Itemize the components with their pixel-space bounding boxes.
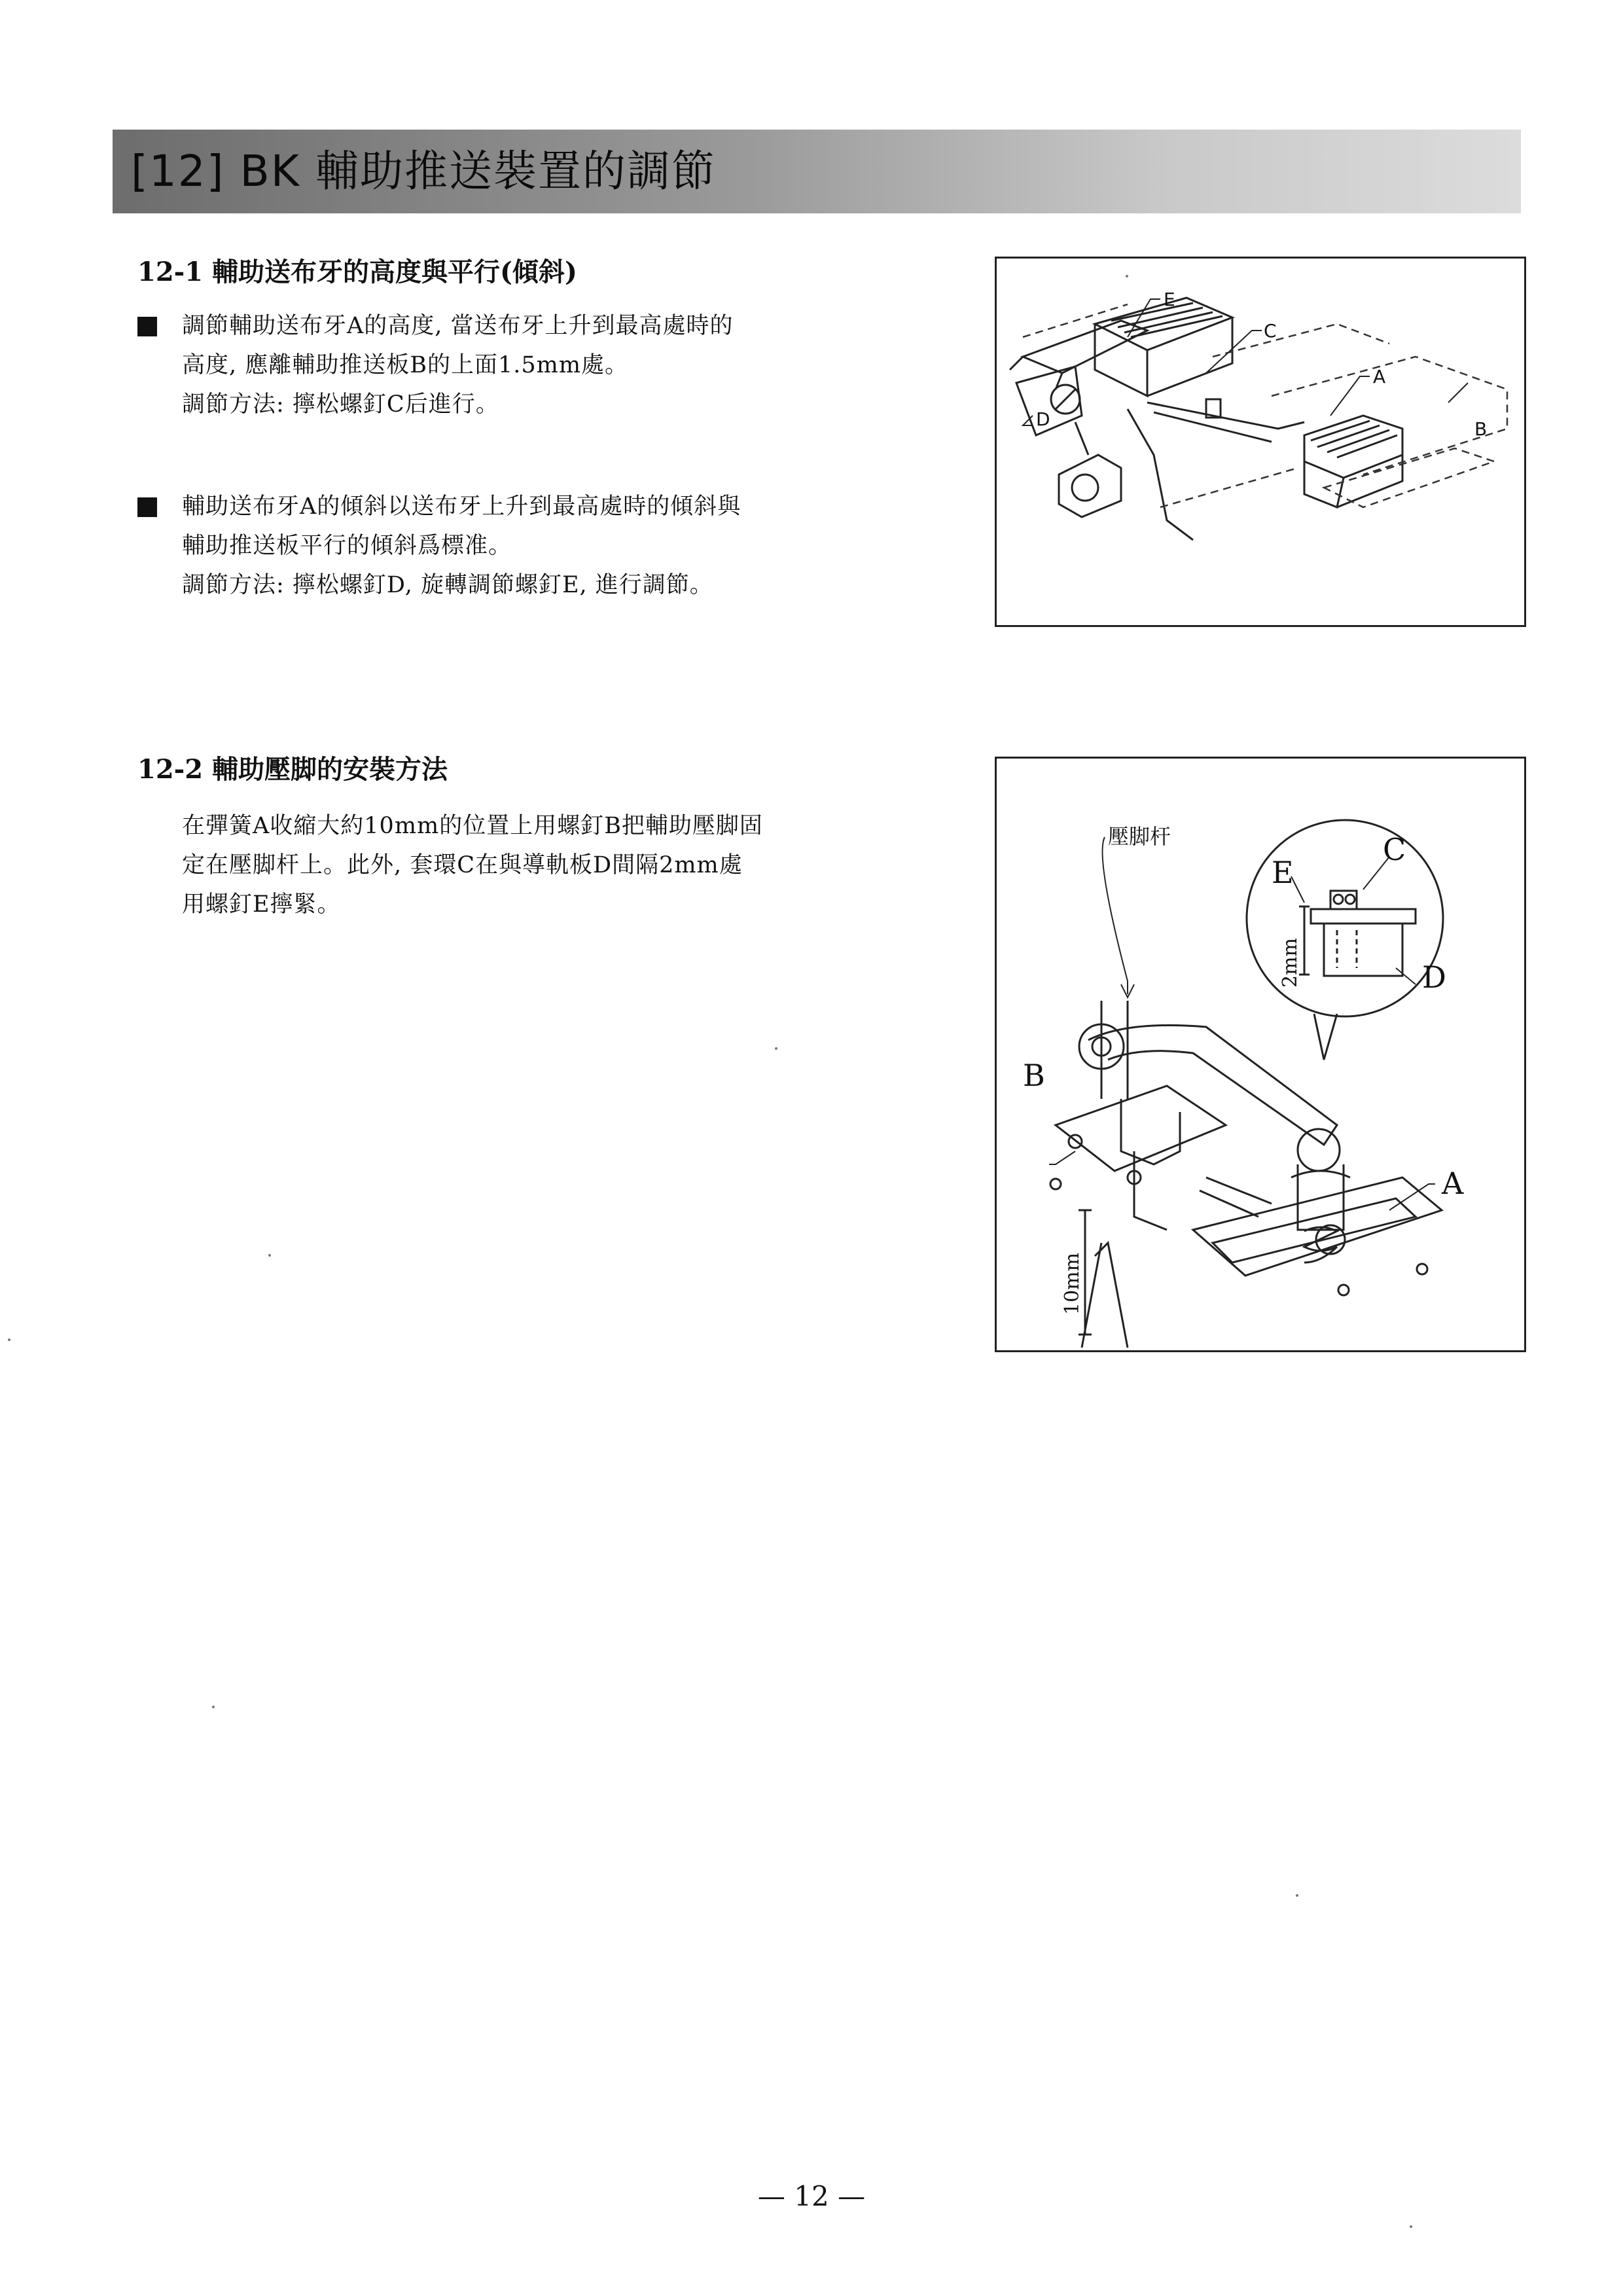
section-12-1-paragraph-1 [182,306,895,424]
text-line: 在彈簧A收縮大約10mm的位置上用螺釘B把輔助壓脚固 [182,813,763,839]
feed-dog-diagram [997,259,1524,625]
text-line: 高度, 應離輔助推送板B的上面1.5mm處。 [182,352,629,378]
scan-speck [8,1338,10,1341]
scan-speck [775,1047,777,1050]
text-line: 調節方法: 擰松螺釘C后進行。 [182,391,499,418]
text-line: 調節方法: 擰松螺釘D, 旋轉調節螺釘E, 進行調節。 [182,572,713,598]
callout-e: E [1272,855,1294,890]
callout-c: C [1383,832,1406,867]
bullet-marker [137,317,157,336]
scan-speck [268,1254,271,1257]
section-12-2-heading: 12-2 輔助壓脚的安裝方法 [137,754,448,785]
section-12-1-paragraph-2 [182,487,895,605]
text-line: 調節輔助送布牙A的高度, 當送布牙上升到最高處時的 [182,313,734,339]
callout-e: E [1164,289,1175,310]
page-title: [12] BK 輔助推送裝置的調節 [131,146,716,196]
callout-d: D [1036,408,1050,430]
page-number: — 12 — [757,2180,866,2212]
section-12-1-heading: 12-1 輔助送布牙的高度與平行(傾斜) [137,257,577,287]
figure-presser-foot-installation [995,757,1526,1352]
scan-speck [1126,275,1128,278]
title-banner [113,130,1521,213]
text-line: 輔助推送板平行的傾斜爲標准。 [182,533,512,559]
text-line: 用螺釘E擰緊。 [182,891,341,918]
callout-b: B [1023,1058,1045,1093]
scan-speck [212,1706,215,1708]
text-line: 輔助送布牙A的傾斜以送布牙上升到最高處時的傾斜與 [182,493,741,520]
text-line: 定在壓脚杆上。此外, 套環C在與導軌板D間隔2mm處 [182,852,743,878]
presser-foot-diagram [997,759,1524,1350]
callout-d: D [1422,960,1446,995]
callout-presser-bar: 壓脚杆 [1108,824,1171,849]
section-12-2-paragraph [182,806,895,924]
figure-feed-dog-adjustment [995,257,1526,627]
callout-a: A [1373,366,1386,387]
callout-b: B [1474,418,1488,440]
scan-speck [1410,2225,1412,2228]
callout-a: A [1442,1166,1464,1201]
dimension-2mm: 2mm [1279,938,1302,988]
dimension-10mm: 10mm [1061,1252,1084,1315]
callout-c: C [1264,320,1277,342]
scan-speck [1296,1894,1298,1897]
bullet-marker [137,497,157,517]
